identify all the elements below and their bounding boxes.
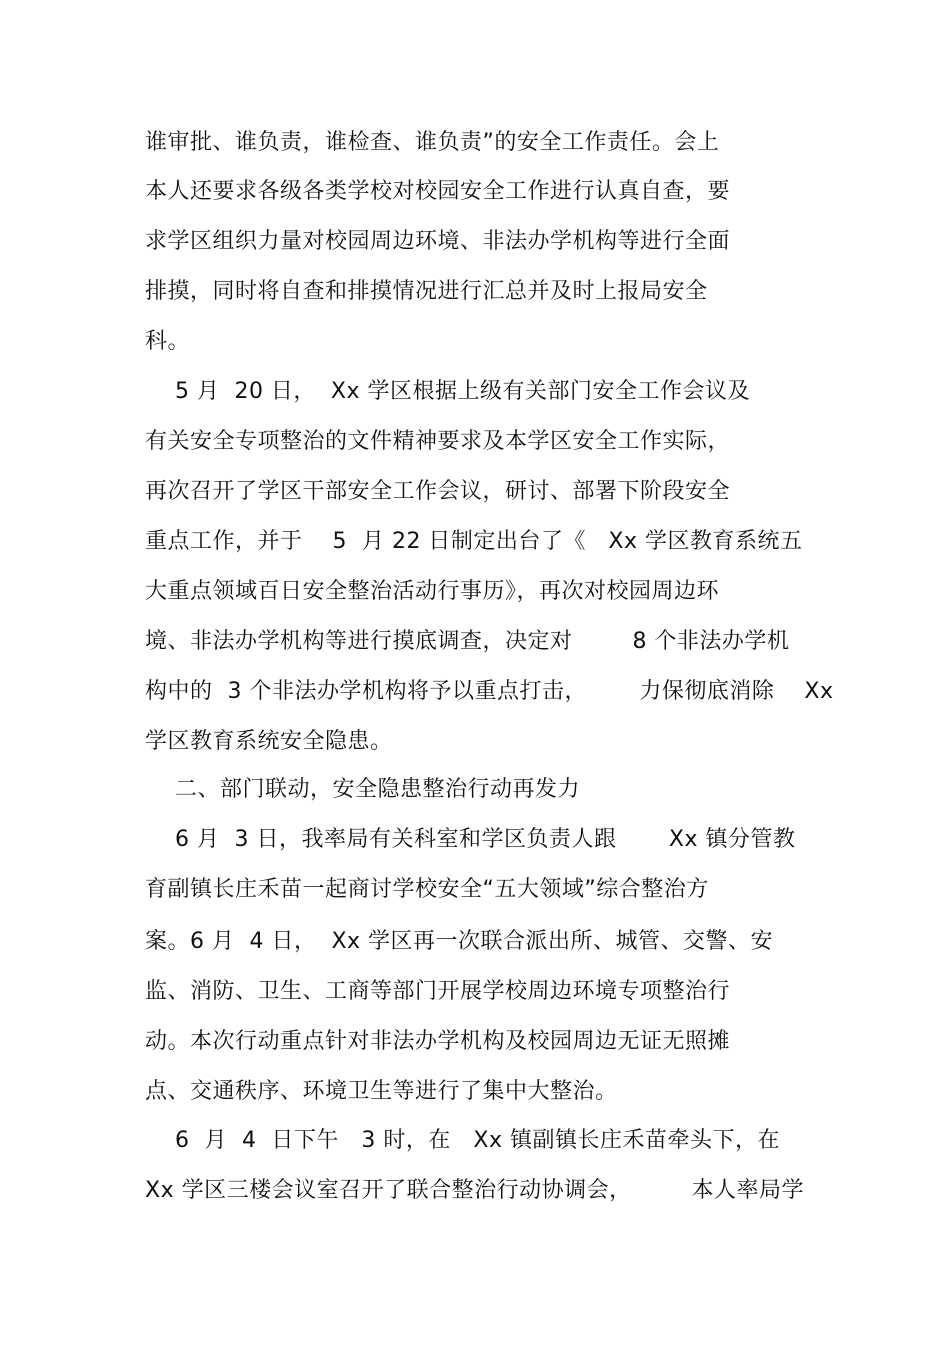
text-line: 排摸，同时将自查和排摸情况进行汇总并及时上报局安全 <box>145 279 708 304</box>
text-line: 点、交通秩序、环境卫生等进行了集中大整治。 <box>145 1079 618 1104</box>
text-line: 谁审批、谁负责，谁检查、谁负责”的安全工作责任。会上 <box>145 130 720 155</box>
text-line: 大重点领域百日安全整治活动行事历》，再次对校园周边环 <box>145 579 720 604</box>
text-line: 重点工作，并于 5 月 22 日制定出台了《 Xx 学区教育系统五 <box>145 529 803 554</box>
text-line: 科。 <box>145 329 191 354</box>
text-line: 6 月 3 日，我率局有关科室和学区负责人跟 Xx 镇分管教 <box>145 827 796 852</box>
text-line: 构中的 3 个非法办学机构将予以重点打击， 力保彻底消除 Xx <box>145 679 834 704</box>
text-line: 动。本次行动重点针对非法办学机构及校园周边无证无照摊 <box>145 1029 731 1054</box>
text-line: 6 月 4 日下午 3 时，在 Xx 镇副镇长庄禾苗牵头下，在 <box>145 1128 780 1153</box>
text-line: 本人还要求各级各类学校对校园安全工作进行认真自查，要 <box>145 179 731 204</box>
text-line: 再次召开了学区干部安全工作会议，研讨、部署下阶段安全 <box>145 479 731 504</box>
text-line: 案。6 月 4 日， Xx 学区再一次联合派出所、城管、交警、安 <box>145 929 774 954</box>
text-line: 监、消防、卫生、工商等部门开展学校周边环境专项整治行 <box>145 979 731 1004</box>
text-line: 有关安全专项整治的文件精神要求及本学区安全工作实际， <box>145 429 731 454</box>
text-line: 育副镇长庄禾苗一起商讨学校安全“五大领域”综合整治方 <box>145 877 709 902</box>
text-line: 求学区组织力量对校园周边环境、非法办学机构等进行全面 <box>145 229 731 254</box>
text-line: 5 月 20 日， Xx 学区根据上级有关部门安全工作会议及 <box>145 379 751 404</box>
text-line: 学区教育系统安全隐患。 <box>145 729 393 754</box>
text-line: Xx 学区三楼会议室召开了联合整治行动协调会， 本人率局学 <box>145 1178 805 1203</box>
text-line: 境、非法办学机构等进行摸底调查，决定对 8 个非法办学机 <box>145 629 790 654</box>
section-heading: 二、部门联动，安全隐患整治行动再发力 <box>145 777 580 802</box>
